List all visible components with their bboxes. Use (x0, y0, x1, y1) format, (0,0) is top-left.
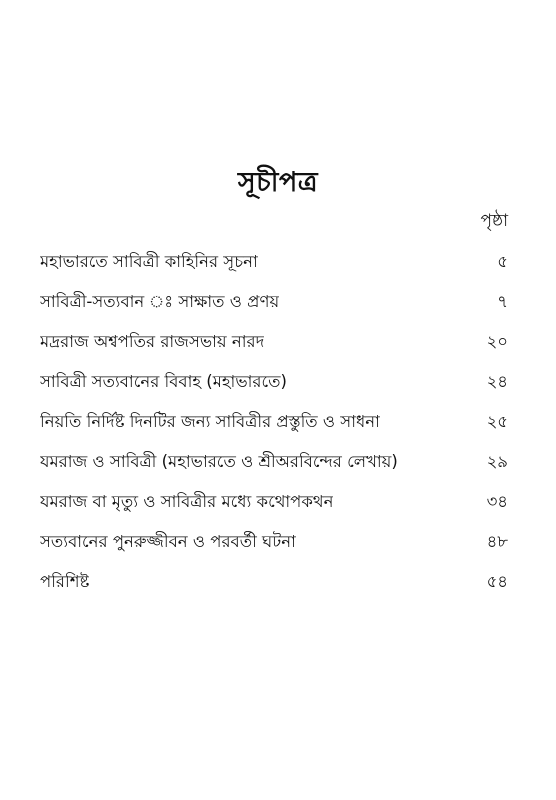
toc-entry-title: যমরাজ ও সাবিত্রী (মহাভারতে ও শ্রীঅরবিন্দের লেখায়) (40, 452, 398, 471)
page-title: সূচীপত্র (237, 167, 319, 198)
toc-entry-7 (40, 482, 508, 522)
toc-entry-8 (40, 522, 508, 562)
toc-entry-title: সাবিত্রী সত্যবানের বিবাহ (মহাভারতে) (40, 372, 287, 391)
toc-entry-title: মদ্ররাজ অশ্বপতির রাজসভায় নারদ (40, 332, 265, 351)
toc-entry-1 (40, 242, 508, 282)
toc-entry-page: ২৯ (486, 452, 508, 471)
toc-entry-5 (40, 402, 508, 442)
toc-entry-page: ৫ (497, 252, 508, 271)
toc-entry-2 (40, 282, 508, 322)
toc-entry-3 (40, 322, 508, 362)
toc-entry-title: পরিশিষ্ট (40, 572, 90, 591)
toc-entry-page: ৫৪ (486, 572, 508, 591)
table-of-contents (40, 242, 508, 602)
toc-entry-title: সাবিত্রী-সত্যবান ঃ সাক্ষাত ও প্রণয় (40, 292, 280, 311)
toc-entry-4 (40, 362, 508, 402)
toc-entry-page: ২০ (486, 332, 508, 351)
toc-entry-title: নিয়তি নির্দিষ্ট দিনটির জন্য সাবিত্রীর প্রস্তুতি ও সাধনা (40, 412, 380, 431)
toc-entry-page: ২৫ (486, 412, 508, 431)
toc-entry-page: ৭ (497, 292, 508, 311)
toc-entry-title: মহাভারতে সাবিত্রী কাহিনির সূচনা (40, 252, 258, 271)
toc-entry-9 (40, 562, 508, 602)
toc-entry-title: যমরাজ বা মৃত্যু ও সাবিত্রীর মধ্যে কথোপকথন (40, 492, 334, 511)
toc-entry-page: ৪৮ (486, 532, 508, 551)
toc-entry-page: ২৪ (486, 372, 508, 391)
toc-entry-title: সত্যবানের পুনরুজ্জীবন ও পরবর্তী ঘটনা (40, 532, 296, 551)
toc-entry-page: ৩৪ (486, 492, 508, 511)
toc-entry-6 (40, 442, 508, 482)
page-column-label: পৃষ্ঠা (480, 211, 508, 231)
